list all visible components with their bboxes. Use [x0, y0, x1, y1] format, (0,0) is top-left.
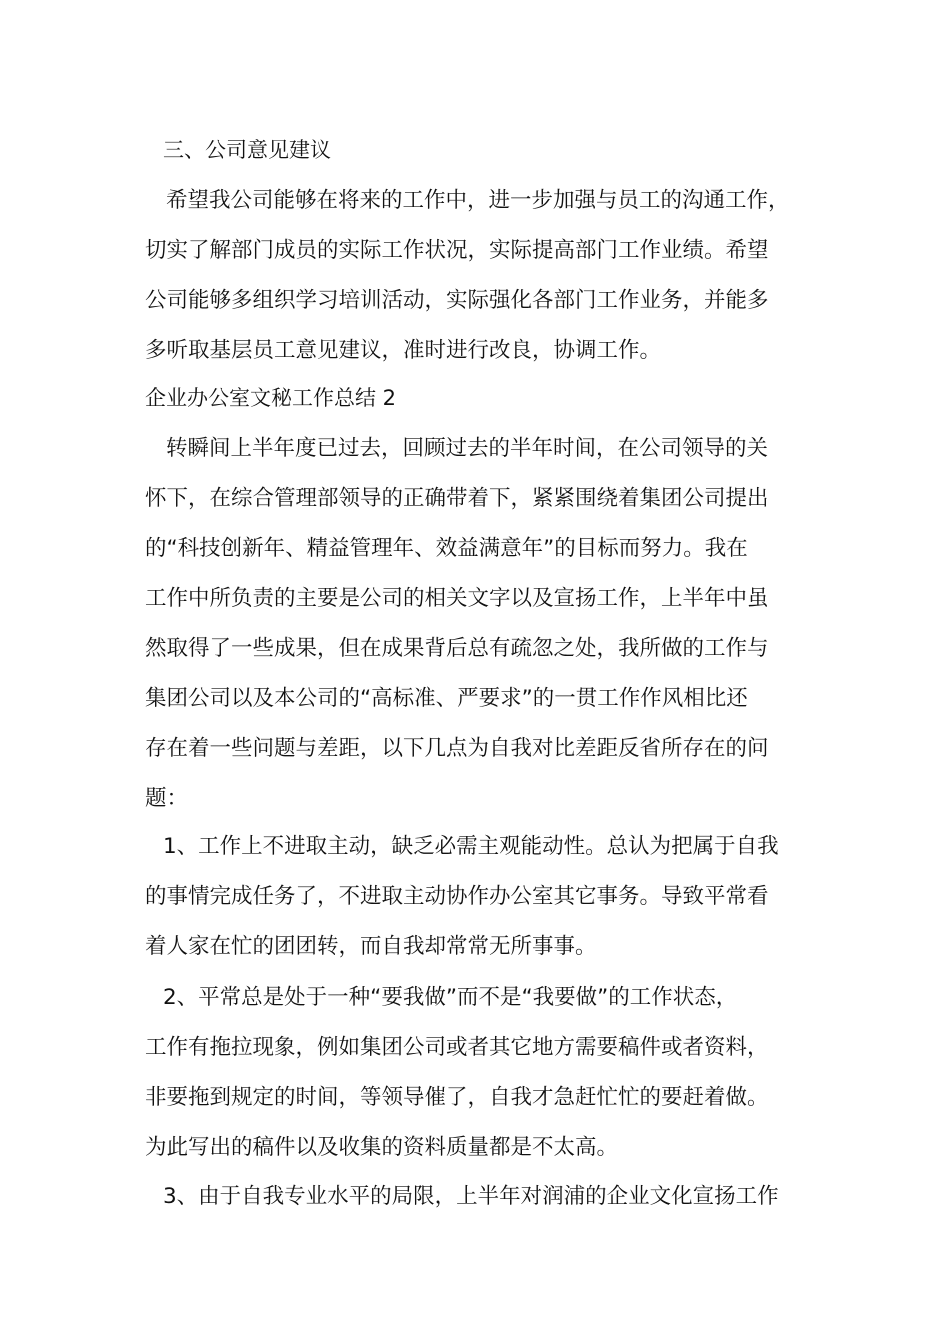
list-item-line: 非要拖到规定的时间，等领导催了，自我才急赶忙忙的要赶着做。 — [145, 1085, 769, 1110]
list-item-line: 着人家在忙的团团转，而自我却常常无所事事。 — [145, 934, 597, 959]
paragraph-line: 工作中所负责的主要是公司的相关文字以及宣扬工作，上半年中虽 — [145, 586, 769, 611]
paragraph-line: 转瞬间上半年度已过去，回顾过去的半年时间，在公司领导的关 — [166, 436, 769, 461]
paragraph-line: 怀下，在综合管理部领导的正确带着下，紧紧围绕着集团公司提出 — [145, 486, 769, 511]
paragraph-line: 题： — [145, 786, 189, 811]
list-item-line: 1、工作上不进取主动，缺乏必需主观能动性。总认为把属于自我 — [163, 834, 779, 859]
list-item-line: 为此写出的稿件以及收集的资料质量都是不太高。 — [145, 1135, 619, 1160]
paragraph-line: 然取得了一些成果，但在成果背后总有疏忽之处，我所做的工作与 — [145, 636, 769, 661]
list-item-line: 的事情完成任务了，不进取主动协作办公室其它事务。导致平常看 — [145, 884, 769, 909]
document-title: 企业办公室文秘工作总结 2 — [145, 386, 397, 410]
list-item-line: 3、由于自我专业水平的局限，上半年对润浦的企业文化宣扬工作 — [163, 1184, 779, 1209]
paragraph-line: 的“科技创新年、精益管理年、效益满意年”的目标而努力。我在 — [145, 536, 748, 561]
paragraph-line: 集团公司以及本公司的“高标准、严要求”的一贯工作作风相比还 — [145, 686, 748, 711]
paragraph-line: 存在着一些问题与差距，以下几点为自我对比差距反省所存在的问 — [145, 736, 769, 761]
list-item-line: 工作有拖拉现象，例如集团公司或者其它地方需要稿件或者资料， — [145, 1035, 769, 1060]
paragraph-line: 公司能够多组织学习培训活动，实际强化各部门工作业务，并能多 — [145, 288, 769, 313]
paragraph-line: 切实了解部门成员的实际工作状况，实际提高部门工作业绩。希望 — [145, 238, 769, 263]
paragraph-line: 希望我公司能够在将来的工作中，进一步加强与员工的沟通工作， — [166, 188, 790, 213]
list-item-line: 2、平常总是处于一种“要我做”而不是“我要做”的工作状态， — [163, 985, 738, 1010]
paragraph-line: 多听取基层员工意见建议，准时进行改良，协调工作。 — [145, 338, 662, 363]
section-heading: 三、公司意见建议 — [163, 138, 331, 162]
